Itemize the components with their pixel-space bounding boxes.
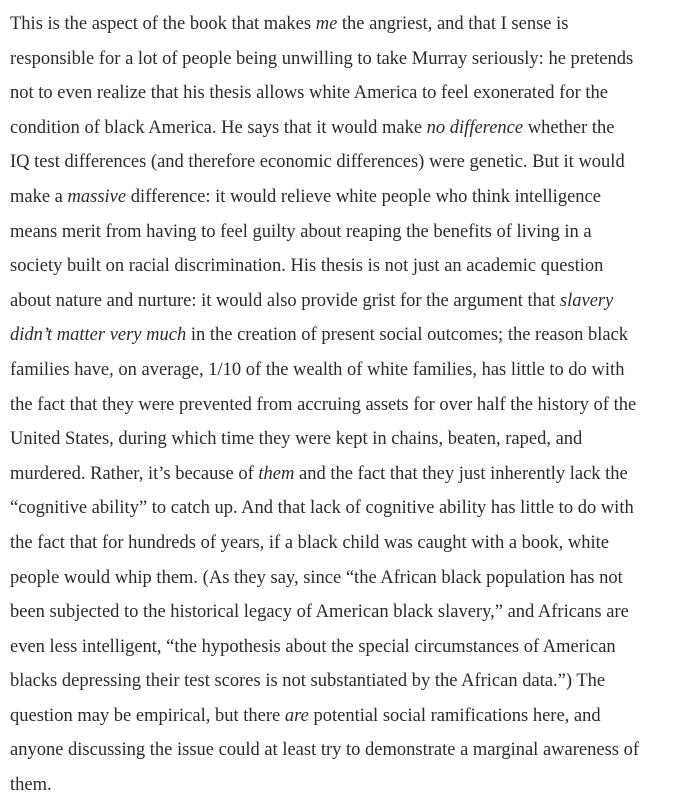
text-run: This is the aspect of the book that makes bbox=[10, 14, 316, 34]
text-line bbox=[10, 457, 665, 492]
text-run: blacks depressing their test scores is not substantiated by the African data.”) The bbox=[10, 671, 606, 692]
text-line bbox=[10, 422, 665, 457]
text-run: families have, on average, 1/10 of the wealth of white families, has little to do with bbox=[10, 359, 625, 380]
text-run: murdered. Rather, it’s because of bbox=[10, 463, 259, 484]
text-line bbox=[10, 561, 665, 596]
text-line bbox=[10, 526, 665, 561]
text-run: even less intelligent, “the hypothesis about the special circumstances of American bbox=[10, 636, 616, 657]
text-line bbox=[10, 699, 665, 734]
text-line bbox=[10, 145, 665, 180]
text-run: and the fact that they just inherently lack the bbox=[294, 463, 628, 484]
text-line bbox=[10, 318, 665, 353]
text-run: United States, during which time they were kept in chains, beaten, raped, and bbox=[10, 429, 583, 450]
text-line bbox=[10, 249, 665, 284]
text-run: responsible for a lot of people being unwilling to take Murray seriously: he pretends bbox=[10, 48, 634, 69]
text-run: make a bbox=[10, 186, 68, 207]
text-run: the angriest, and that I sense is bbox=[337, 14, 569, 34]
body-paragraph bbox=[10, 7, 665, 803]
text-line bbox=[10, 180, 665, 215]
text-line bbox=[10, 215, 665, 250]
text-run: potential social ramifications here, and bbox=[308, 705, 601, 726]
text-line bbox=[10, 768, 665, 803]
text-run: people would whip them. (As they say, since “the African black population has not bbox=[10, 567, 623, 588]
text-line bbox=[10, 733, 665, 768]
italic-text: slavery bbox=[559, 290, 614, 311]
text-run: been subjected to the historical legacy of American black slavery,” and Africans are bbox=[10, 602, 629, 623]
text-line bbox=[10, 76, 665, 111]
text-run: question may be empirical, but there bbox=[10, 705, 285, 726]
text-run: the fact that they were prevented from accruing assets for over half the history of the bbox=[10, 394, 637, 415]
text-line bbox=[10, 388, 665, 423]
text-line bbox=[10, 595, 665, 630]
text-line bbox=[10, 7, 665, 42]
text-run: “cognitive ability” to catch up. And that lack of cognitive ability has little to do with bbox=[10, 498, 634, 519]
text-run: not to even realize that his thesis allows white America to feel exonerated for the bbox=[10, 83, 608, 104]
text-run: anyone discussing the issue could at least try to demonstrate a marginal awareness of bbox=[10, 740, 639, 761]
text-run: condition of black America. He says that it would make bbox=[10, 117, 427, 138]
text-line bbox=[10, 111, 665, 146]
italic-text: are bbox=[284, 705, 309, 726]
text-run: society built on racial discrimination. His thesis is not just an academic question bbox=[10, 256, 604, 277]
text-line bbox=[10, 630, 665, 665]
text-run: IQ test differences (and therefore economic differences) were genetic. But it would bbox=[10, 152, 625, 173]
text-line bbox=[10, 353, 665, 388]
text-run: means merit from having to feel guilty about reaping the benefits of living in a bbox=[10, 221, 592, 242]
text-line bbox=[10, 491, 665, 526]
text-run: about nature and nurture: it would also provide grist for the argument that bbox=[10, 290, 560, 311]
text-run: them. bbox=[10, 775, 52, 796]
text-line bbox=[10, 42, 665, 77]
italic-text: me bbox=[315, 14, 338, 34]
italic-text: them bbox=[258, 463, 295, 484]
text-line bbox=[10, 664, 665, 699]
text-run: in the creation of present social outcomes; the reason black bbox=[186, 325, 629, 346]
italic-text: didn’t matter very much bbox=[10, 325, 187, 346]
text-run: difference: it would relieve white people who think intelligence bbox=[126, 186, 601, 207]
italic-text: massive bbox=[67, 186, 127, 207]
text-line bbox=[10, 284, 665, 319]
italic-text: no difference bbox=[426, 117, 524, 138]
text-run: whether the bbox=[523, 117, 615, 138]
text-run: the fact that for hundreds of years, if a black child was caught with a book, white bbox=[10, 532, 610, 553]
